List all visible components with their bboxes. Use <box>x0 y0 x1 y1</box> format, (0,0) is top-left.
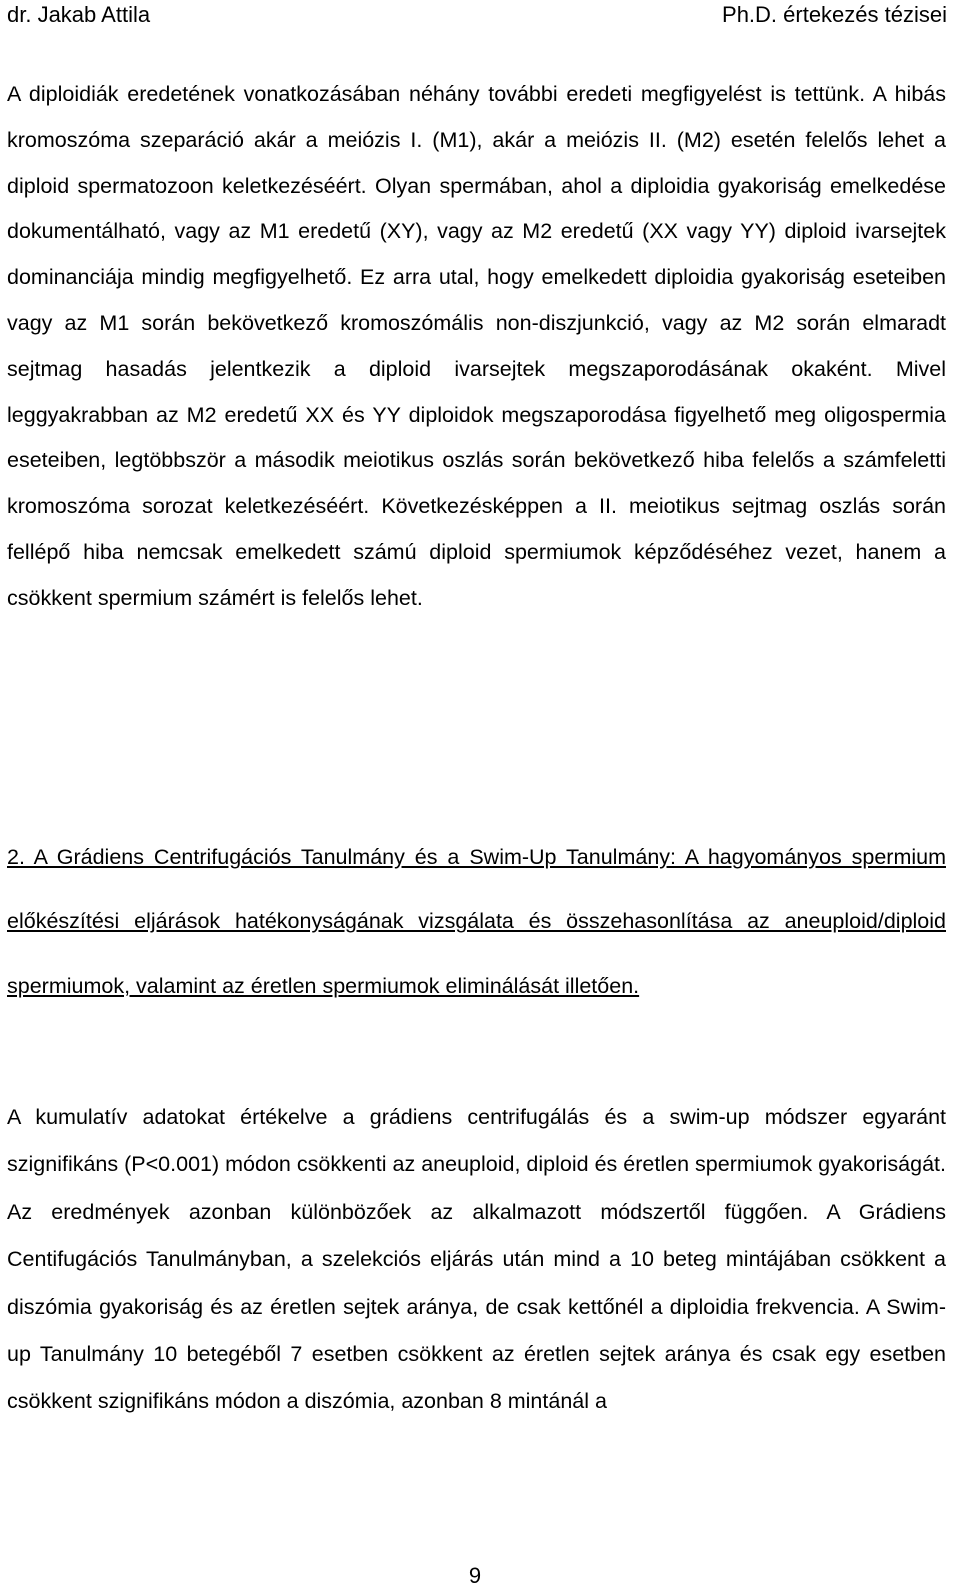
paragraph-diploidia-origin <box>7 72 946 622</box>
header-author: dr. Jakab Attila <box>7 2 151 27</box>
header-doc-type: Ph.D. értekezés tézisei <box>722 2 947 27</box>
section-heading-study <box>7 825 946 1018</box>
paragraph-text: A kumulatív adatokat értékelve a grádiens centrifugálás és a swim-up módszer egyaránt szignifikáns (P<0.001) módon csökkenti az aneuploid, diploid és éretlen spermiumok gyakoriságát. Az eredmények azonban különbözőek az alkalmazott módszertől függően. A Grádiens Centifugációs Tanulmányban, a szelekciós eljárás után mind a 10 beteg mintájában csökkent a diszómia gyakoriság és az éretlen sejtek aránya, de csak kettőnél a diploidia frekvencia. A Swim-up Tanulmány 10 betegéből 7 esetben csökkent az éretlen sejtek aránya és csak egy esetben csökkent szignifikáns módon a diszómia, azonban 8 mintánál a <box>7 1105 946 1414</box>
page-header <box>7 0 947 30</box>
page-number: 9 <box>468 1563 482 1588</box>
section-heading-text: 2. A Grádiens Centrifugációs Tanulmány és a Swim-Up Tanulmány: A hagyományos spermium előkészítési eljárások hatékonyságának vizsgálata és összehasonlítása az aneuploid/diploid spermiumok, valamint az éretlen spermiumok eliminálását illetően. <box>7 845 946 998</box>
paragraph-cumulative-results <box>7 1094 946 1426</box>
paragraph-text: A diploidiák eredetének vonatkozásában néhány további eredeti megfigyelést is tettünk. A hibás kromoszóma szeparáció akár a meiózis I. (M1), akár a meiózis II. (M2) esetén felelős lehet a diploid spermatozoon keletkezéséért. Olyan spermában, ahol a diploidia gyakoriság emelkedése dokumentálható, vagy az M1 eredetű (XY), vagy az M2 eredetű (XX vagy YY) diploid ivarsejtek dominanciája mindig megfigyelhető. Ez arra utal, hogy emelkedett diploidia gyakoriság eseteiben vagy az M1 során bekövetkező kromoszómális non-diszjunkció, vagy az M2 során elmaradt sejtmag hasadás jelentkezik a diploid ivarsejtek megszaporodásának okaként. Mivel leggyakrabban az M2 eredetű XX és YY diploidok megszaporodása figyelhető meg oligospermia eseteiben, legtöbbször a második meiotikus oszlás során bekövetkező hiba felelős a számfeletti kromoszóma sorozat keletkezéséért. Következésképpen a II. meiotikus sejtmag oszlás során fellépő hiba nemcsak emelkedett számú diploid spermiumok képződéséhez vezet, hanem a csökkent spermium számért is felelős lehet. <box>7 82 946 610</box>
